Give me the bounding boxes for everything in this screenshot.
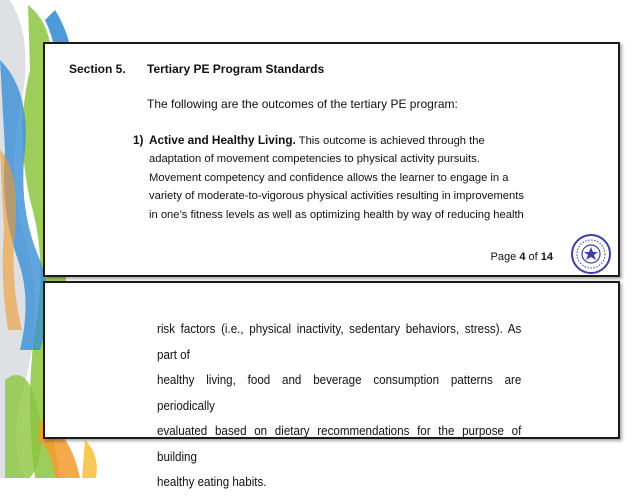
institution-seal-icon [570, 233, 612, 275]
page-current: 4 [519, 251, 526, 263]
item-number: 1) [133, 133, 144, 147]
continuation-line-2: healthy living, food and beverage consumption patterns are periodically [157, 373, 522, 413]
item-line-3: Movement competency and confidence allows the learner to engage in a [149, 171, 509, 184]
item-line-5: in one’s fitness levels as well as optimizing health by way of reducing health [149, 208, 524, 221]
outcome-item [133, 131, 553, 224]
document-page-bottom [43, 281, 620, 489]
item-line-1 [149, 131, 553, 150]
item-line-1-text: This outcome is achieved through the [298, 135, 485, 147]
page-label: Page [490, 251, 517, 263]
intro-paragraph: The following are the outcomes of the tertiary PE program: [147, 97, 458, 111]
continuation-paragraph [157, 317, 521, 496]
document-page-top [43, 42, 620, 277]
page-total: 14 [540, 251, 553, 263]
continuation-line-4: healthy eating habits. [157, 475, 267, 489]
section-number: Section 5. [69, 62, 126, 76]
item-line-4: variety of moderate-to-vigorous physical activities resulting in improvements [149, 190, 524, 203]
item-line-2: adaptation of movement competencies to physical activity pursuits. [149, 153, 480, 166]
section-title: Tertiary PE Program Standards [147, 62, 325, 76]
continuation-line-3: evaluated based on dietary recommendations for the purpose of building [157, 424, 522, 464]
page-number [491, 251, 553, 263]
item-heading: Active and Healthy Living. [149, 133, 296, 147]
continuation-line-1: risk factors (i.e., physical inactivity, sedentary behaviors, stress). As part of [157, 322, 522, 362]
page-of: of [528, 251, 538, 263]
